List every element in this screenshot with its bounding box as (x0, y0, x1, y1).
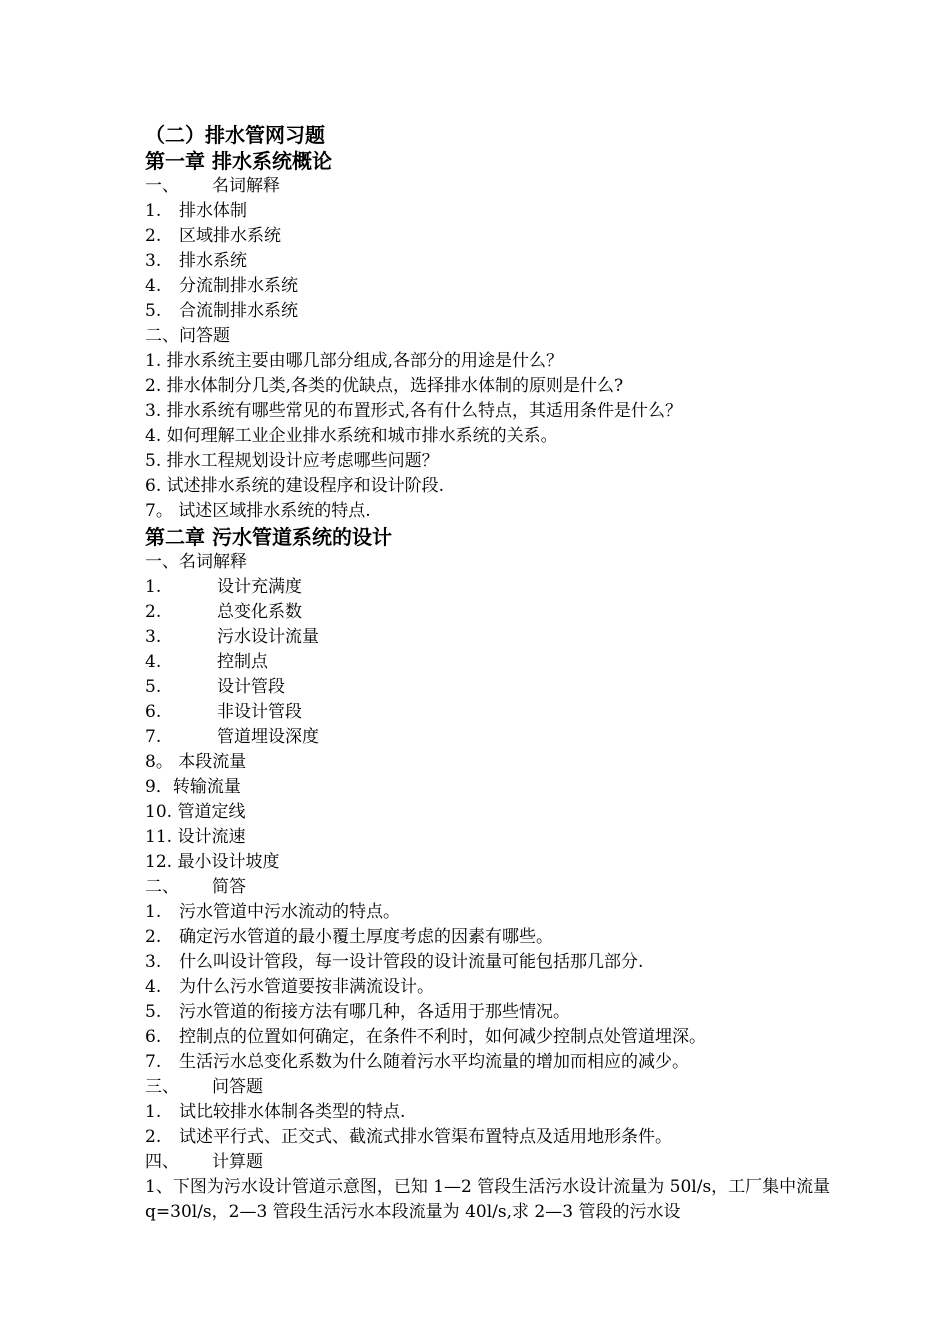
item-number: 5. (145, 1002, 162, 1022)
item-text: 合流制排水系统 (179, 301, 298, 321)
chapter-2-heading: 第二章 污水管道系统的设计 (145, 525, 392, 549)
item-number: 3. (145, 952, 162, 972)
list-item (145, 925, 835, 950)
item-number: 1. (145, 902, 162, 922)
list-item (145, 700, 835, 725)
section-label: 简答 (212, 877, 246, 897)
list-item: 11. 设计流速 (145, 827, 246, 847)
section-label: 名词解释 (212, 176, 280, 196)
item-text: 排水系统 (179, 251, 247, 271)
ch2-section-questions (145, 1075, 835, 1100)
calculation-problem: 1、下图为污水设计管道示意图，已知 1—2 管段生活污水设计流量为 50l/s，工厂集中流量 q=30l/s，2—3 管段生活污水本段流量为 40l/s,求 2—3 管段的污水设 (145, 1177, 831, 1222)
item-text: 为什么污水管道要按非满流设计。 (179, 977, 434, 997)
list-item (145, 274, 835, 299)
item-text: 生活污水总变化系数为什么随着污水平均流量的增加而相应的减少。 (179, 1052, 689, 1072)
item-number: 2. (145, 1127, 162, 1147)
item-number: 7. (145, 727, 162, 747)
section-label: 问答题 (212, 1077, 263, 1097)
item-number: 5. (145, 301, 162, 321)
list-item (145, 625, 835, 650)
section-number: 四、 (145, 1152, 179, 1172)
list-item: 5. 排水工程规划设计应考虑哪些问题？ (145, 451, 439, 471)
item-number: 6. (145, 1027, 162, 1047)
document-page (145, 122, 835, 1225)
list-item: 4. 如何理解工业企业排水系统和城市排水系统的关系。 (145, 426, 558, 446)
item-text: 污水管道中污水流动的特点。 (179, 902, 400, 922)
item-text: 排水体制 (179, 201, 247, 221)
document-title: （二）排水管网习题 (145, 123, 325, 147)
item-text: 管道埋设深度 (217, 727, 319, 747)
item-text: 设计充满度 (217, 577, 302, 597)
item-number: 3. (145, 251, 162, 271)
item-number: 4. (145, 652, 162, 672)
list-item (145, 199, 835, 224)
ch2-section-terms: 一、名词解释 (145, 552, 247, 572)
item-text: 确定污水管道的最小覆土厚度考虑的因素有哪些。 (179, 927, 553, 947)
list-item: 3. 排水系统有哪些常见的布置形式,各有什么特点，其适用条件是什么？ (145, 401, 683, 421)
ch1-section-terms (145, 174, 835, 199)
list-item (145, 1125, 835, 1150)
section-number: 一、 (145, 176, 179, 196)
item-number: 1. (145, 1102, 162, 1122)
item-number: 2. (145, 602, 162, 622)
item-number: 7. (145, 1052, 162, 1072)
list-item (145, 1025, 835, 1050)
list-item (145, 650, 835, 675)
item-number: 3. (145, 627, 162, 647)
list-item (145, 575, 835, 600)
list-item: 8。 本段流量 (145, 752, 247, 772)
list-item (145, 725, 835, 750)
item-text: 什么叫设计管段，每一设计管段的设计流量可能包括那几部分. (179, 952, 644, 972)
item-text: 区域排水系统 (179, 226, 281, 246)
list-item: 12. 最小设计坡度 (145, 852, 280, 872)
list-item (145, 675, 835, 700)
list-item (145, 975, 835, 1000)
item-text: 非设计管段 (217, 702, 302, 722)
list-item (145, 1000, 835, 1025)
list-item (145, 1100, 835, 1125)
item-number: 2. (145, 927, 162, 947)
item-text: 分流制排水系统 (179, 276, 298, 296)
item-number: 2. (145, 226, 162, 246)
list-item: 7。 试述区域排水系统的特点. (145, 501, 371, 521)
item-text: 设计管段 (217, 677, 285, 697)
list-item (145, 600, 835, 625)
list-item: 1. 排水系统主要由哪几部分组成,各部分的用途是什么？ (145, 351, 564, 371)
item-number: 1. (145, 577, 162, 597)
section-number: 二、 (145, 877, 179, 897)
list-item (145, 950, 835, 975)
list-item: 9．转输流量 (145, 777, 241, 797)
item-number: 1. (145, 201, 162, 221)
chapter-1-heading: 第一章 排水系统概论 (145, 149, 332, 173)
item-text: 试比较排水体制各类型的特点. (179, 1102, 406, 1122)
list-item: 2. 排水体制分几类,各类的优缺点，选择排水体制的原则是什么? (145, 376, 624, 396)
item-text: 污水设计流量 (217, 627, 319, 647)
item-text: 试述平行式、正交式、截流式排水管渠布置特点及适用地形条件。 (179, 1127, 672, 1147)
section-number: 三、 (145, 1077, 179, 1097)
ch1-section-questions: 二、问答题 (145, 326, 230, 346)
section-label: 计算题 (212, 1152, 263, 1172)
list-item (145, 224, 835, 249)
item-text: 污水管道的衔接方法有哪几种，各适用于那些情况。 (179, 1002, 570, 1022)
item-number: 6. (145, 702, 162, 722)
ch2-section-calculation (145, 1150, 835, 1175)
ch2-section-short-answer (145, 875, 835, 900)
item-number: 5. (145, 677, 162, 697)
list-item (145, 1050, 835, 1075)
list-item (145, 299, 835, 324)
item-number: 4. (145, 977, 162, 997)
item-text: 总变化系数 (217, 602, 302, 622)
list-item (145, 900, 835, 925)
item-number: 4. (145, 276, 162, 296)
list-item (145, 249, 835, 274)
list-item: 6. 试述排水系统的建设程序和设计阶段. (145, 476, 445, 496)
list-item: 10. 管道定线 (145, 802, 246, 822)
item-text: 控制点 (217, 652, 268, 672)
item-text: 控制点的位置如何确定，在条件不利时，如何减少控制点处管道埋深。 (179, 1027, 706, 1047)
